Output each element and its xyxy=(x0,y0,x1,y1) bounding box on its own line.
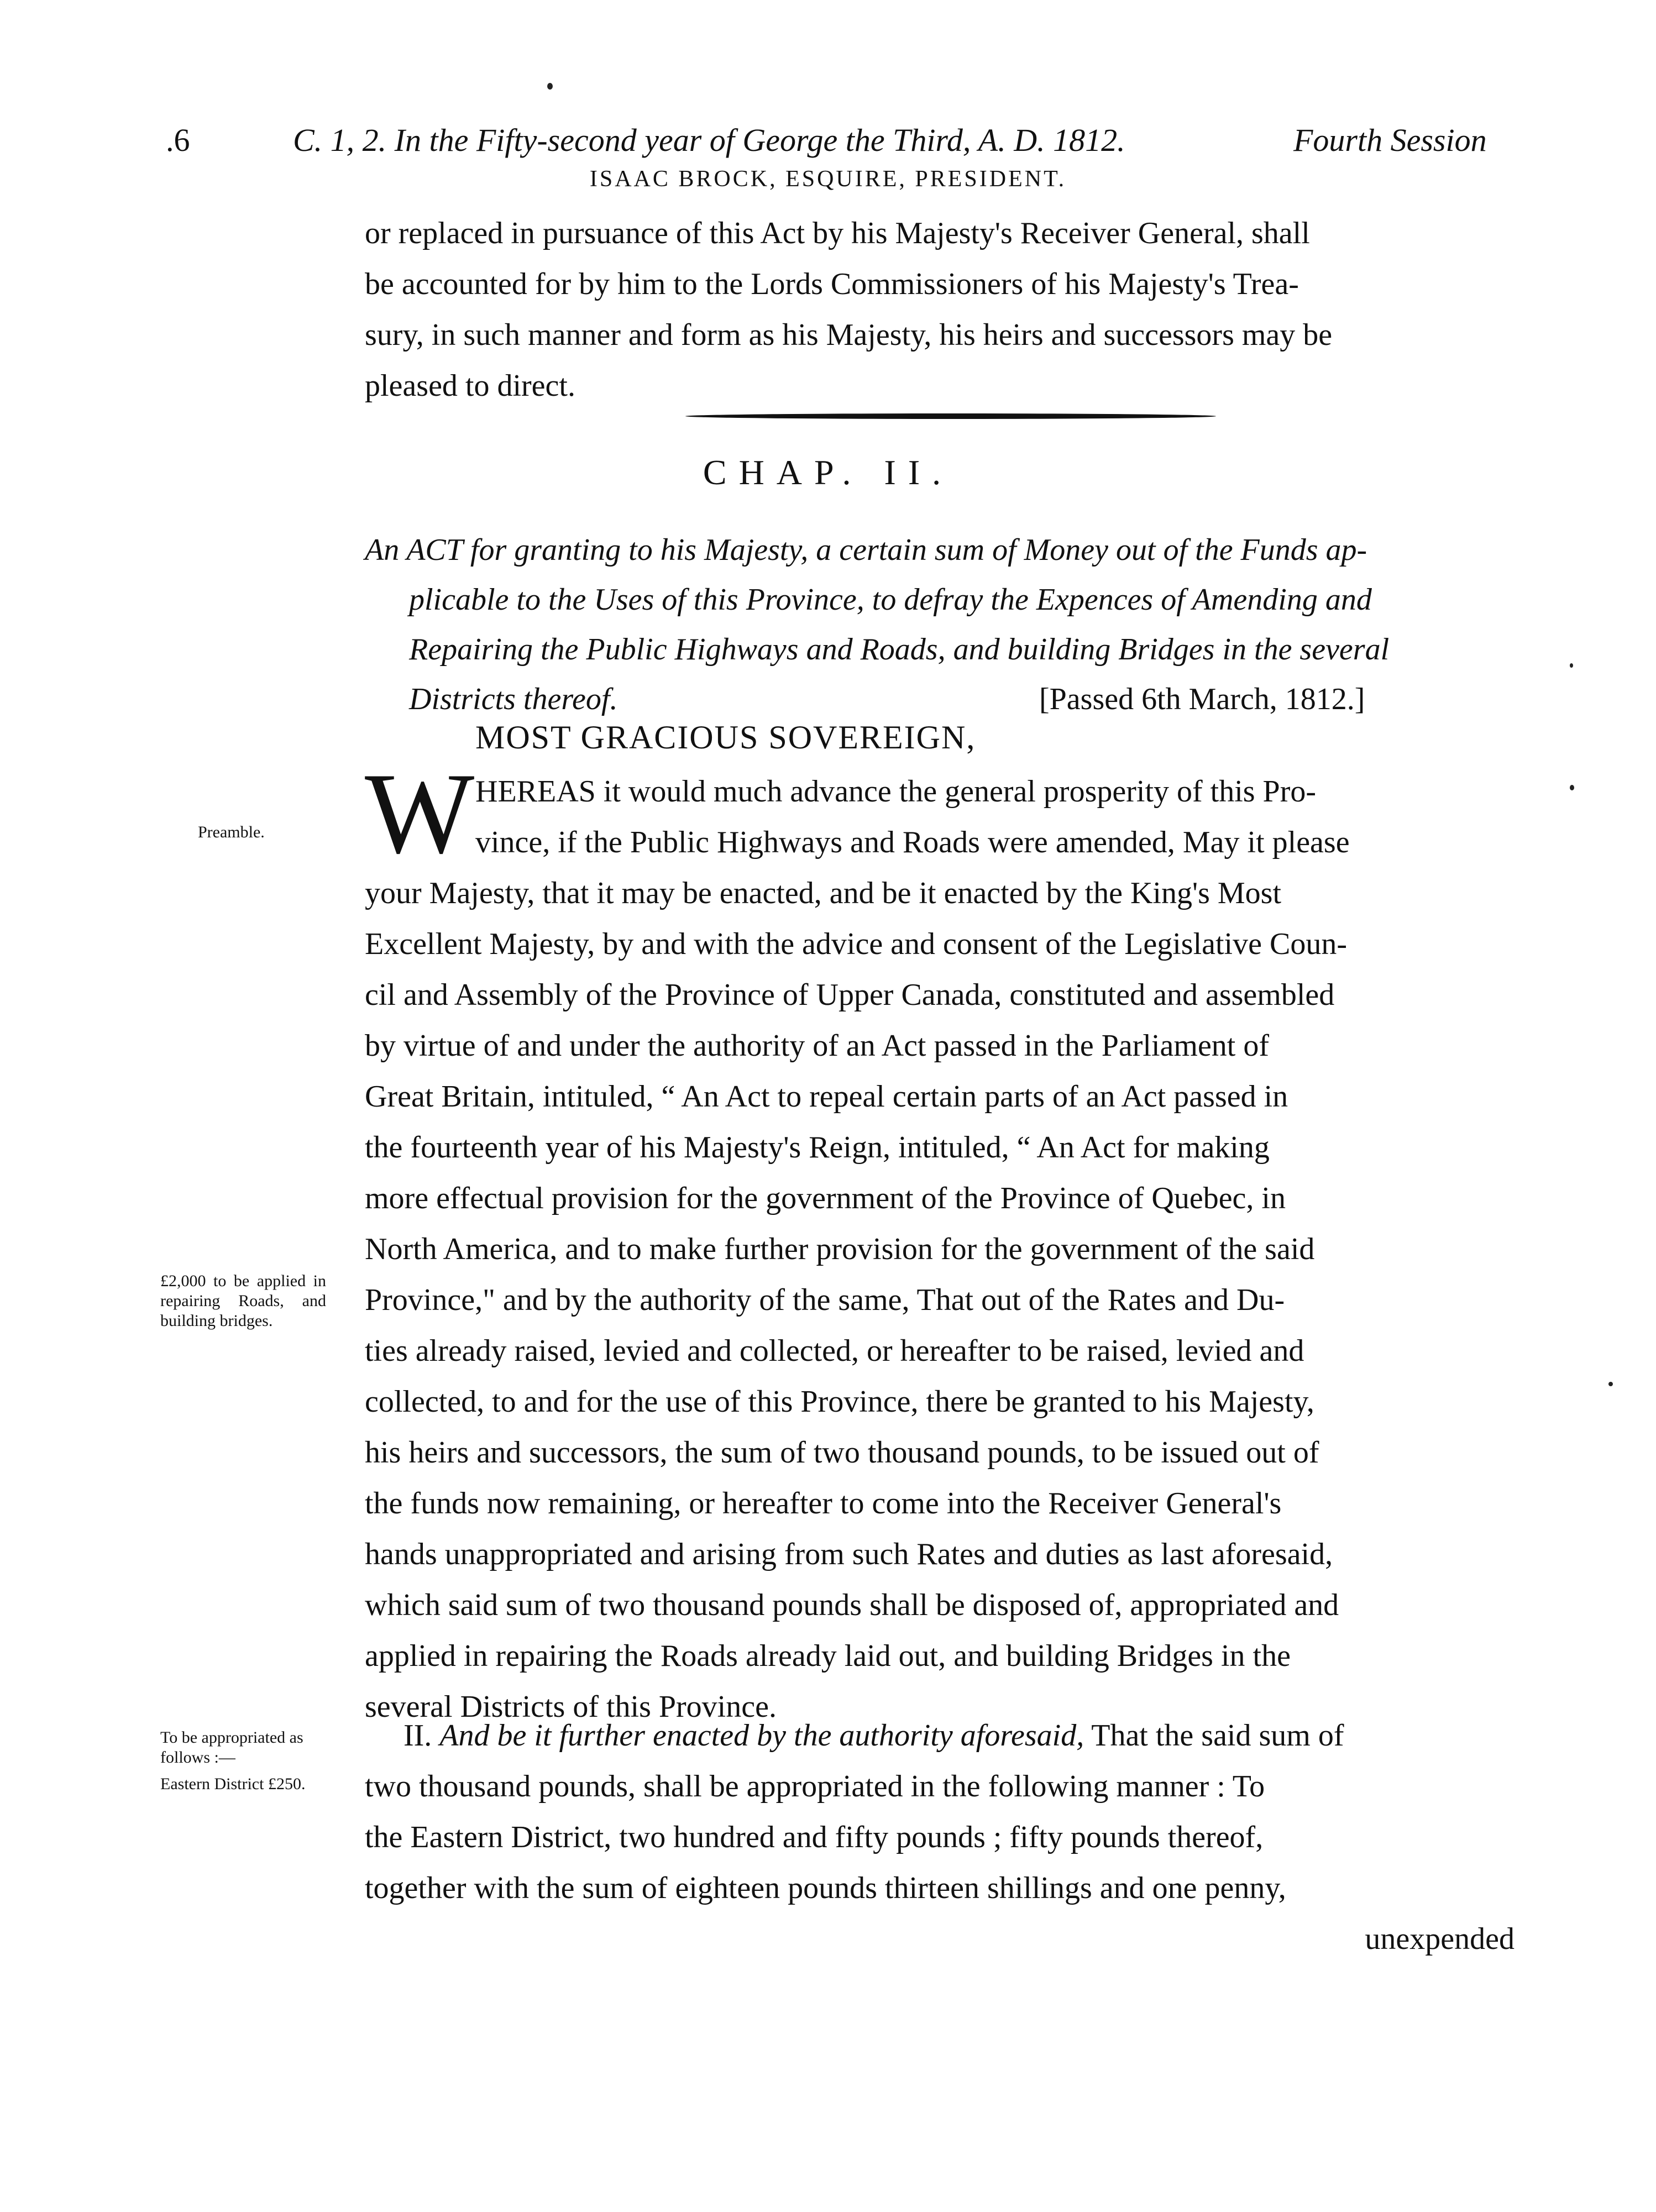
text-line: Province," and by the authority of the same, That out of the Rates and Du- xyxy=(365,1283,1285,1317)
text-line: the Eastern District, two hundred and fifty pounds ; fifty pounds thereof, xyxy=(365,1820,1264,1854)
text-line: hands unappropriated and arising from such Rates and duties as last aforesaid, xyxy=(365,1537,1333,1571)
president-line: ISAAC BROCK, ESQUIRE, PRESIDENT. xyxy=(589,166,1067,192)
text-line: the fourteenth year of his Majesty's Reign, intituled, “ An Act for making xyxy=(365,1130,1270,1165)
text-line: more effectual provision for the government of the Province of Quebec, in xyxy=(365,1181,1286,1215)
text-line: together with the sum of eighteen pounds thirteen shillings and one penny, xyxy=(365,1871,1286,1905)
preamble-paragraph xyxy=(365,868,1514,1732)
text-line: which said sum of two thousand pounds shall be disposed of, appropriated and xyxy=(365,1588,1339,1622)
section-numeral: II. xyxy=(403,1718,432,1753)
text-line: the funds now remaining, or hereafter to come into the Receiver General's xyxy=(365,1486,1282,1521)
page-number: .6 xyxy=(166,122,190,158)
address-line: MOST GRACIOUS SOVEREIGN, xyxy=(475,719,976,756)
title-line: Repairing the Public Highways and Roads, and building Bridges in the several xyxy=(409,632,1390,667)
running-title: C. 1, 2. In the Fifty-second year of George the Third, A. D. 1812. xyxy=(293,122,1125,158)
text-line: HEREAS it would much advance the general prosperity of this Pro- xyxy=(475,774,1316,809)
margin-note-appropriated: To be appropriated as follows :— xyxy=(160,1728,303,1767)
text-line: pleased to direct. xyxy=(365,369,575,403)
text-line: by virtue of and under the authority of an Act passed in the Parliament of xyxy=(365,1029,1270,1063)
text-line: sury, in such manner and form as his Majesty, his heirs and successors may be xyxy=(365,318,1333,352)
catchword: unexpended xyxy=(1365,1922,1514,1956)
margin-note-preamble: Preamble. xyxy=(198,823,265,841)
session-label: Fourth Session xyxy=(1293,122,1487,158)
text-line: applied in repairing the Roads already laid out, and building Bridges in the xyxy=(365,1639,1291,1673)
chapter-heading: CHAP. II. xyxy=(703,453,953,492)
text-line: two thousand pounds, shall be appropriated in the following manner : To xyxy=(365,1769,1265,1804)
enacting-clause: And be it further enacted by the authority aforesaid, xyxy=(439,1718,1084,1753)
margin-note-appropriation xyxy=(160,1728,326,1794)
scan-speck xyxy=(1570,785,1574,790)
text-line: North America, and to make further provision for the government of the said xyxy=(365,1232,1315,1266)
continuation-paragraph xyxy=(365,208,1514,411)
text-line: collected, to and for the use of this Province, there be granted to his Majesty, xyxy=(365,1385,1314,1419)
section-divider-rule xyxy=(685,413,1216,419)
title-line: Districts thereof. xyxy=(409,682,618,716)
scan-speck xyxy=(1570,663,1573,668)
scan-speck xyxy=(1608,1382,1613,1386)
margin-note-two-thousand: £2,000 to be applied in repairing Roads, and building bridges. xyxy=(160,1272,326,1330)
section-two xyxy=(365,1710,1514,1964)
text-line: Excellent Majesty, by and with the advice and consent of the Legislative Coun- xyxy=(365,927,1347,961)
text-line: your Majesty, that it may be enacted, and be it enacted by the King's Most xyxy=(365,876,1282,910)
title-line: An ACT for granting to his Majesty, a certain sum of Money out of the Funds ap- xyxy=(365,533,1367,567)
preamble-opening xyxy=(475,766,1514,868)
text-line: his heirs and successors, the sum of two thousand pounds, to be issued out of xyxy=(365,1435,1319,1470)
title-line: plicable to the Uses of this Province, to defray the Expences of Amending and xyxy=(409,583,1372,617)
drop-cap: W xyxy=(365,749,475,878)
text-line: vince, if the Public Highways and Roads were amended, May it please xyxy=(475,825,1350,859)
text-line: ties already raised, levied and collected, or hereafter to be raised, levied and xyxy=(365,1334,1304,1368)
running-header xyxy=(0,122,1656,166)
text-line: be accounted for by him to the Lords Commissioners of his Majesty's Trea- xyxy=(365,267,1299,301)
text-line: several Districts of this Province. xyxy=(365,1690,777,1724)
text-line: Great Britain, intituled, “ An Act to repeal certain parts of an Act passed in xyxy=(365,1079,1288,1114)
passed-date: [Passed 6th March, 1812.] xyxy=(1039,682,1365,716)
text-line: or replaced in pursuance of this Act by his Majesty's Receiver General, shall xyxy=(365,216,1310,250)
scan-speck xyxy=(547,83,553,90)
text-fragment: That the said sum of xyxy=(1091,1718,1344,1753)
section-two-first-line xyxy=(365,1710,1514,1761)
text-line: cil and Assembly of the Province of Upper Canada, constituted and assembled xyxy=(365,978,1335,1012)
margin-note-eastern-district: Eastern District £250. xyxy=(160,1775,306,1793)
